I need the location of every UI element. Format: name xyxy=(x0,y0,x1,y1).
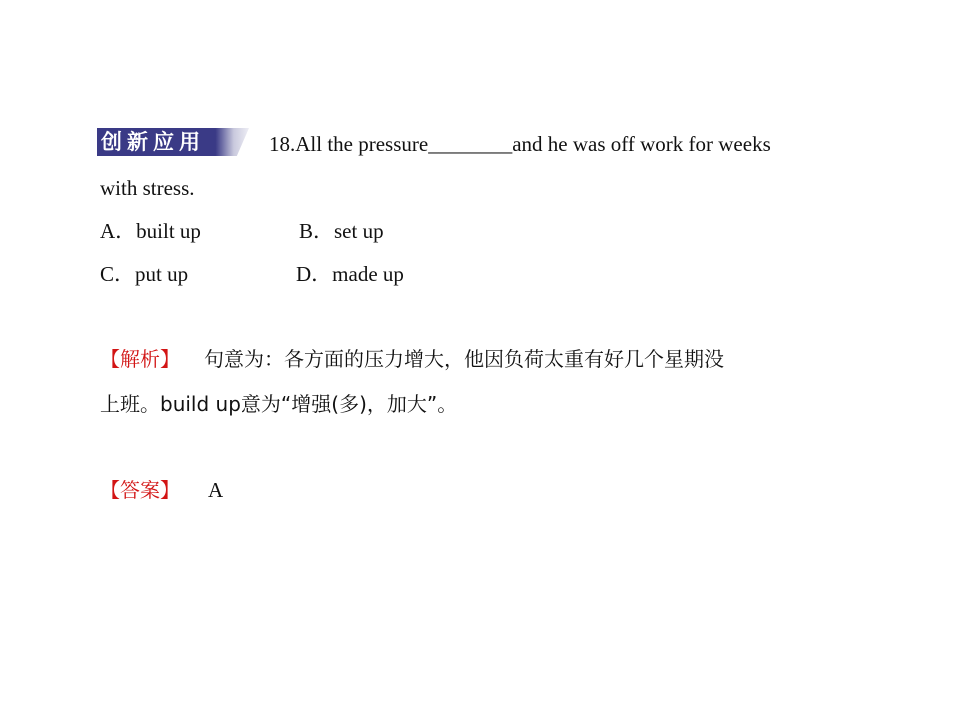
section-badge xyxy=(97,128,249,156)
analysis-text-1: 句意为：各方面的压力增大，他因负荷太重有好几个星期没 xyxy=(204,347,724,371)
answer-tag: 【答案】 xyxy=(100,478,180,502)
badge-label: 创新应用 xyxy=(101,130,205,154)
option-b: B．set up xyxy=(299,219,384,243)
analysis-line2 xyxy=(100,391,457,417)
question-stem-line2: with stress. xyxy=(100,176,195,200)
answer-value: A xyxy=(208,478,224,502)
question-stem-line1: 18.All the pressure________and he was off work for weeks xyxy=(269,132,771,156)
option-c: C．put up xyxy=(100,262,189,286)
answer-line xyxy=(100,477,223,503)
analysis-text-2: 上班。build up意为“增强(多)，加大”。 xyxy=(100,392,458,416)
option-a: A．built up xyxy=(100,219,201,243)
option-d: D．made up xyxy=(296,262,404,286)
analysis-tag: 【解析】 xyxy=(100,347,180,371)
analysis-line1 xyxy=(100,346,724,372)
